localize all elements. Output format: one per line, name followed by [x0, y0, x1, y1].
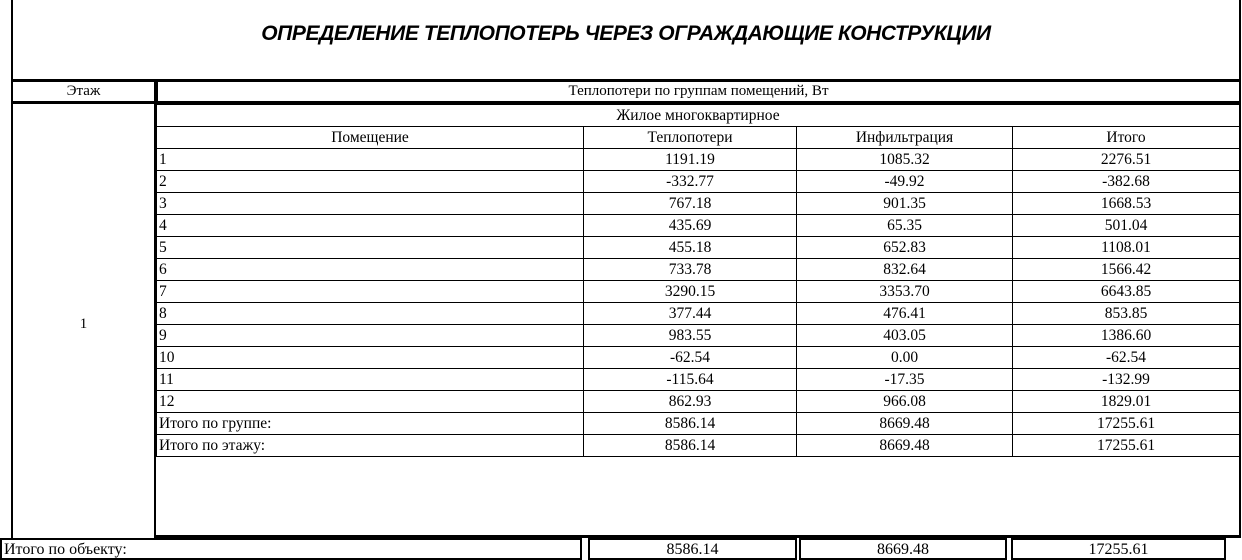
- group-name: Жилое многоквартирное: [157, 105, 1240, 127]
- infiltration-value: 0.00: [797, 347, 1013, 369]
- room-column-header: Помещение: [157, 127, 584, 149]
- table-row: [157, 325, 1240, 347]
- heat-loss-value: 1191.19: [584, 149, 797, 171]
- heat-loss-header: Теплопотери: [584, 127, 797, 149]
- room-name: 1: [157, 149, 584, 171]
- object-total-infiltration: 8669.48: [799, 538, 1007, 560]
- room-name: 5: [157, 237, 584, 259]
- group-total-row: [157, 413, 1240, 435]
- room-name: 6: [157, 259, 584, 281]
- total-value: 17255.61: [1013, 413, 1240, 435]
- total-value: 1668.53: [1013, 193, 1240, 215]
- group-name-row: [157, 105, 1240, 127]
- table-row: [157, 281, 1240, 303]
- report-title: ОПРЕДЕЛЕНИЕ ТЕПЛОПОТЕРЬ ЧЕРЕЗ ОГРАЖДАЮЩИЕ КОНСТРУКЦИИ: [261, 22, 991, 45]
- table-row: [157, 303, 1240, 325]
- table-row: [157, 347, 1240, 369]
- heat-loss-value: 3290.15: [584, 281, 797, 303]
- total-value: 501.04: [1013, 215, 1240, 237]
- object-total-row: [0, 538, 1242, 560]
- room-name: 11: [157, 369, 584, 391]
- floor-number-cell: [11, 104, 156, 538]
- infiltration-value: 1085.32: [797, 149, 1013, 171]
- room-name: 4: [157, 215, 584, 237]
- object-total-heat-loss: 8586.14: [588, 538, 797, 560]
- heat-loss-value: 377.44: [584, 303, 797, 325]
- report-title-box: [11, 0, 1241, 82]
- table-row: [157, 391, 1240, 413]
- table-row: [157, 171, 1240, 193]
- header-row: [11, 82, 1241, 104]
- table-row: [157, 237, 1240, 259]
- floor-column-header: Этаж: [11, 82, 156, 104]
- infiltration-value: -49.92: [797, 171, 1013, 193]
- object-total-sum: 17255.61: [1011, 538, 1226, 560]
- total-value: 2276.51: [1013, 149, 1240, 171]
- infiltration-value: 901.35: [797, 193, 1013, 215]
- total-value: 1566.42: [1013, 259, 1240, 281]
- table-row: [157, 259, 1240, 281]
- object-total-label: Итого по объекту:: [0, 538, 582, 560]
- total-value: -132.99: [1013, 369, 1240, 391]
- heat-loss-value: -62.54: [584, 347, 797, 369]
- infiltration-value: 65.35: [797, 215, 1013, 237]
- heat-loss-column-header: Теплопотери по группам помещений, Вт: [156, 82, 1241, 104]
- group-table-box: [156, 104, 1241, 538]
- room-name: 7: [157, 281, 584, 303]
- total-value: -382.68: [1013, 171, 1240, 193]
- heat-loss-value: 767.18: [584, 193, 797, 215]
- infiltration-value: 966.08: [797, 391, 1013, 413]
- table-row: [157, 215, 1240, 237]
- heat-loss-value: -115.64: [584, 369, 797, 391]
- heat-loss-value: 862.93: [584, 391, 797, 413]
- total-value: 853.85: [1013, 303, 1240, 325]
- heat-loss-value: -332.77: [584, 171, 797, 193]
- infiltration-value: 8669.48: [797, 413, 1013, 435]
- infiltration-value: 476.41: [797, 303, 1013, 325]
- room-name: 3: [157, 193, 584, 215]
- table-row: [157, 193, 1240, 215]
- table-row: [157, 149, 1240, 171]
- heat-loss-value: 455.18: [584, 237, 797, 259]
- infiltration-value: -17.35: [797, 369, 1013, 391]
- total-header: Итого: [1013, 127, 1240, 149]
- infiltration-value: 832.64: [797, 259, 1013, 281]
- table-row: [157, 369, 1240, 391]
- heat-loss-table: [156, 104, 1240, 457]
- heat-loss-value: 435.69: [584, 215, 797, 237]
- total-value: 6643.85: [1013, 281, 1240, 303]
- total-value: -62.54: [1013, 347, 1240, 369]
- infiltration-value: 3353.70: [797, 281, 1013, 303]
- heat-loss-value: 983.55: [584, 325, 797, 347]
- heat-loss-value: 8586.14: [584, 435, 797, 457]
- infiltration-value: 403.05: [797, 325, 1013, 347]
- floor-number: 1: [79, 316, 88, 332]
- room-name: 2: [157, 171, 584, 193]
- infiltration-value: 652.83: [797, 237, 1013, 259]
- room-name: 12: [157, 391, 584, 413]
- total-value: 1108.01: [1013, 237, 1240, 259]
- total-value: 1829.01: [1013, 391, 1240, 413]
- heat-loss-value: 733.78: [584, 259, 797, 281]
- floor-total-row: [157, 435, 1240, 457]
- infiltration-header: Инфильтрация: [797, 127, 1013, 149]
- total-value: 1386.60: [1013, 325, 1240, 347]
- room-name: 8: [157, 303, 584, 325]
- room-name: Итого по группе:: [157, 413, 584, 435]
- room-name: 10: [157, 347, 584, 369]
- room-name: Итого по этажу:: [157, 435, 584, 457]
- room-name: 9: [157, 325, 584, 347]
- total-value: 17255.61: [1013, 435, 1240, 457]
- column-header-row: [157, 127, 1240, 149]
- heat-loss-value: 8586.14: [584, 413, 797, 435]
- infiltration-value: 8669.48: [797, 435, 1013, 457]
